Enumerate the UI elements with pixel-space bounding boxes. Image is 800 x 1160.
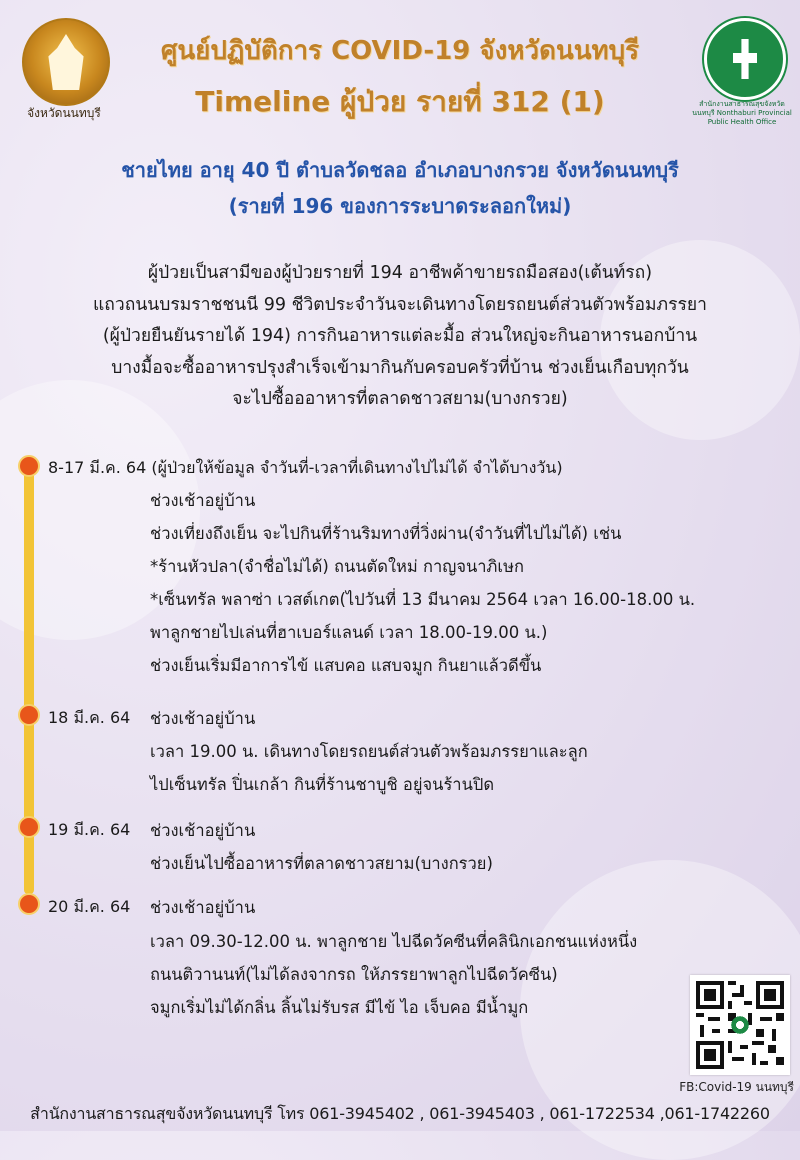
timeline-line: ช่วงเย็นไปซื้ออาหารที่ตลาดชาวสยาม(บางกรวย) [150, 854, 493, 873]
patient-summary [40, 258, 760, 416]
timeline-line: เวลา 09.30-12.00 น. พาลูกชาย ไปฉีดวัคซีนที่คลินิกเอกชนแห่งหนึ่ง [150, 932, 638, 951]
timeline-date: 19 มี.ค. 64 [48, 820, 131, 839]
timeline-line: ช่วงเย็นเริ่มมีอาการไข้ แสบคอ แสบจมูก กินยาแล้วดีขึ้น [150, 656, 542, 675]
timeline-dot [18, 893, 40, 915]
timeline-line: ช่วงเช้าอยู่บ้าน [150, 898, 256, 917]
qr-code[interactable] [690, 975, 790, 1075]
province-logo-caption: จังหวัดนนทบุรี [27, 106, 101, 120]
timeline-dot [18, 816, 40, 838]
summary-line: แถวถนนบรมราชชนนี 99 ชีวิตประจำวันจะเดินทางโดยรถยนต์ส่วนตัวพร้อมภรรยา [93, 294, 707, 315]
summary-line: บางมื้อจะซื้ออาหารปรุงสำเร็จเข้ามากินกับครอบครัวที่บ้าน ช่วงเย็นเกือบทุกวัน [111, 357, 689, 378]
patient-heading [0, 152, 800, 224]
public-health-logo-caption: สำนักงานสาธารณสุขจังหวัดนนทบุรี Nonthaburi Provincial Public Health Office [692, 100, 792, 126]
page-subtitle: Timeline ผู้ป่วย รายที่ 312 (1) [195, 85, 605, 118]
timeline-dot [18, 704, 40, 726]
timeline-line: ไปเซ็นทรัล ปิ่นเกล้า กินที่ร้านชาบูชิ อยู่จนร้านปิด [150, 775, 495, 794]
timeline-line: พาลูกชายไปเล่นที่ฮาเบอร์แลนด์ เวลา 18.00-19.00 น.) [150, 623, 548, 642]
timeline-line: ช่วงเช้าอยู่บ้าน [150, 491, 256, 510]
public-health-logo [704, 18, 786, 100]
summary-line: (ผู้ป่วยยืนยันรายได้ 194) การกินอาหารแต่ละมื้อ ส่วนใหญ่จะกินอาหารนอกบ้าน [102, 326, 698, 346]
timeline-line: ถนนติวานนท์(ไม่ได้ลงจากรถ ให้ภรรยาพาลูกไปฉีดวัคซีน) [150, 965, 558, 984]
facebook-label: FB:Covid-19 นนทบุรี [679, 1080, 794, 1094]
patient-heading-line2: (รายที่ 196 ของการระบาดระลอกใหม่) [228, 194, 572, 218]
summary-line: ผู้ป่วยเป็นสามีของผู้ป่วยรายที่ 194 อาชีพค้าขายรถมือสอง(เต้นท์รถ) [147, 263, 653, 283]
timeline-line: ช่วงเช้าอยู่บ้าน [150, 821, 256, 840]
header [0, 0, 800, 140]
timeline-date: 20 มี.ค. 64 [48, 897, 131, 916]
page-title: ศูนย์ปฏิบัติการ COVID-19 จังหวัดนนทบุรี [160, 36, 640, 66]
timeline-line: *ร้านหัวปลา(จำชื่อไม่ได้) ถนนตัดใหม่ กาญจนาภิเษก [150, 557, 524, 576]
summary-line: จะไปซื้อออาหารที่ตลาดชาวสยาม(บางกรวย) [232, 389, 568, 409]
timeline-line: ช่วงเช้าอยู่บ้าน [150, 709, 256, 728]
footer-contact: สำนักงานสาธารณสุขจังหวัดนนทบุรี โทร 061-3945402 , 061-3945403 , 061-1722534 ,061-1742260 [30, 1104, 770, 1123]
timeline-line: ช่วงเที่ยงถึงเย็น จะไปกินที่ร้านริมทางที่วิ่งผ่าน(จำวันที่ไปไม่ได้) เช่น [150, 524, 622, 543]
timeline-line: *เซ็นทรัล พลาซ่า เวสต์เกต(ไปวันที่ 13 มีนาคม 2564 เวลา 16.00-18.00 น. [150, 590, 696, 609]
patient-heading-line1: ชายไทย อายุ 40 ปี ตำบลวัดชลอ อำเภอบางกรวย จังหวัดนนทบุรี [121, 158, 679, 182]
timeline-line: จมูกเริ่มไม่ได้กลิ่น ลิ้นไม่รับรส มีไข้ ไอ เจ็บคอ มีน้ำมูก [150, 998, 529, 1017]
timeline-date: 8-17 มี.ค. 64 (ผู้ป่วยให้ข้อมูล จำวันที่-เวลาที่เดินทางไปไม่ได้ จำได้บางวัน) [48, 458, 563, 477]
timeline-dot [18, 455, 40, 477]
timeline-date: 18 มี.ค. 64 [48, 708, 131, 727]
timeline-line: เวลา 19.00 น. เดินทางโดยรถยนต์ส่วนตัวพร้อมภรรยาและลูก [150, 742, 588, 761]
province-seal-logo [22, 18, 110, 106]
